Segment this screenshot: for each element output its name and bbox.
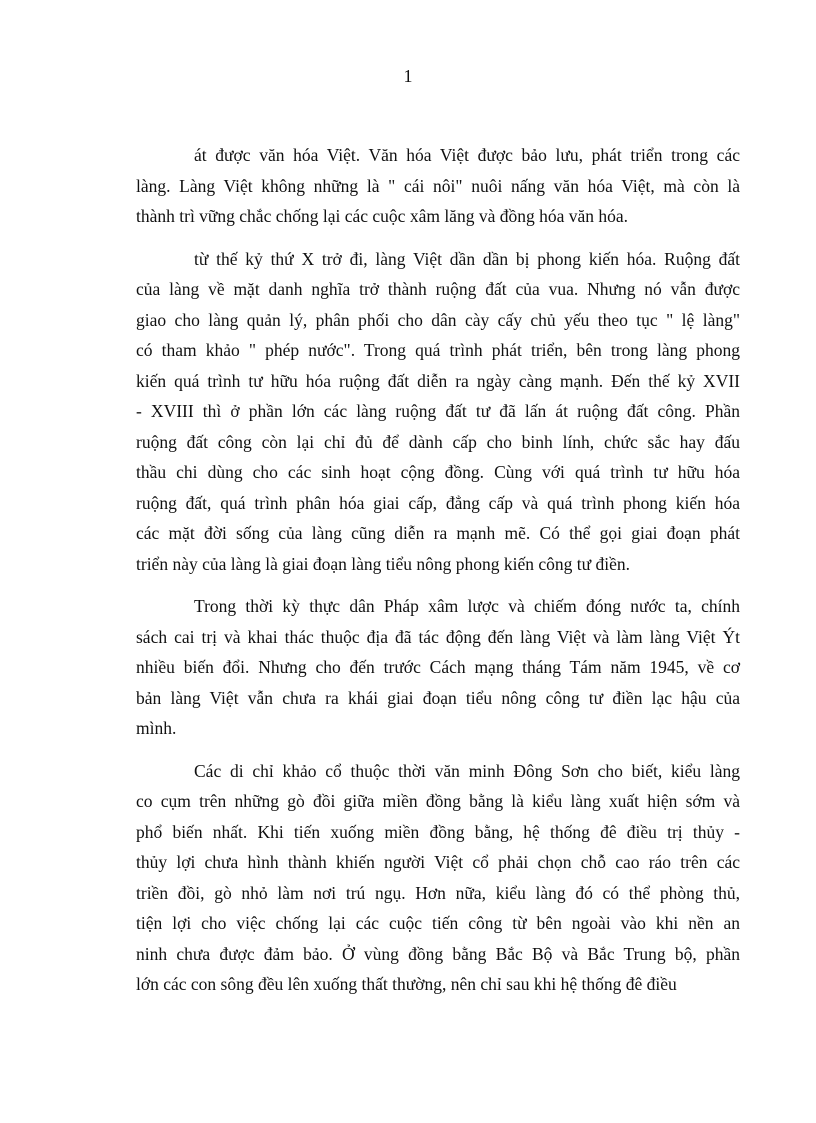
paragraph-1 — [136, 140, 740, 232]
paragraph-line: ruộng đất công còn lại chỉ đủ để dành cấp cho binh lính, chức sắc hay đấu — [136, 431, 740, 452]
paragraph-line: triền đồi, gò nhỏ làm nơi trú ngụ. Hơn nữa, kiểu làng đó có thể phòng thủ, — [136, 882, 740, 903]
paragraph-line: kiến quá trình tư hữu hóa ruộng đất diễn ra ngày càng mạnh. Đến thế kỷ XVII — [136, 370, 740, 391]
paragraph-line: Trong thời kỳ thực dân Pháp xâm lược và chiếm đóng nước ta, chính — [194, 596, 740, 616]
paragraph-line: giao cho làng quản lý, phân phối cho dân cày cấy chủ yếu theo tục " lệ làng" — [136, 309, 740, 330]
paragraph-line: co cụm trên những gò đồi giữa miền đồng bằng là kiểu làng xuất hiện sớm và — [136, 791, 740, 811]
paragraph-line: các mặt đời sống của làng cũng diễn ra mạnh mẽ. Có thể gọi giai đoạn phát — [136, 523, 740, 543]
paragraph-line: Các di chỉ khảo cổ thuộc thời văn minh Đông Sơn cho biết, kiểu làng — [194, 760, 740, 781]
paragraph-line: có tham khảo " phép nước". Trong quá trình phát triển, bên trong làng phong — [136, 340, 740, 360]
paragraph-line: ruộng đất, quá trình phân hóa giai cấp, đẳng cấp và quá trình phong kiến hóa — [136, 492, 740, 513]
page-number: 1 — [403, 66, 413, 86]
paragraph-line: làng. Làng Việt không những là " cái nôi" nuôi nấng văn hóa Việt, mà còn là — [136, 175, 740, 196]
paragraph-line: nhiều biến đổi. Nhưng cho đến trước Cách mạng tháng Tám năm 1945, về cơ — [136, 657, 740, 677]
paragraph-line: ninh chưa được đảm bảo. Ở vùng đồng bằng Bắc Bộ và Bắc Trung bộ, phần — [136, 943, 740, 964]
paragraph-line: bản làng Việt vẫn chưa ra khái giai đoạn tiểu nông công tư điền lạc hậu của — [136, 687, 740, 708]
paragraph-2 — [136, 244, 740, 580]
paragraph-line: át được văn hóa Việt. Văn hóa Việt được bảo lưu, phát triển trong các — [194, 145, 740, 165]
paragraph-line: sách cai trị và khai thác thuộc địa đã tác động đến làng Việt và làm làng Việt Ýt — [136, 626, 740, 647]
paragraph-line: mình. — [136, 718, 177, 738]
paragraph-line: lớn các con sông đều lên xuống thất thường, nên chỉ sau khi hệ thống đê điều — [136, 974, 677, 994]
paragraph-line: thành trì vững chắc chống lại các cuộc xâm lăng và đồng hóa văn hóa. — [136, 206, 629, 226]
paragraph-line: phổ biến nhất. Khi tiến xuống miền đồng bằng, hệ thống đê điều trị thủy - — [136, 821, 740, 842]
paragraph-3 — [136, 591, 740, 744]
paragraph-line: tiện lợi cho việc chống lại các cuộc tiến công từ bên ngoài vào khi nền an — [136, 913, 740, 933]
paragraph-line: thầu chi dùng cho các sinh hoạt cộng đồng. Cùng với quá trình tư hữu hóa — [136, 462, 740, 482]
paragraph-4 — [136, 756, 740, 1000]
paragraph-line: triển này của làng là giai đoạn làng tiểu nông phong kiến công tư điền. — [136, 553, 631, 574]
paragraph-line: từ thế kỷ thứ X trở đi, làng Việt dần dần bị phong kiến hóa. Ruộng đất — [194, 248, 740, 269]
paragraph-line: của làng về mặt danh nghĩa trở thành ruộng đất của vua. Nhưng nó vẫn được — [136, 279, 740, 299]
paragraph-line: - XVIII thì ở phần lớn các làng ruộng đất tư đã lấn át ruộng đất công. Phần — [136, 401, 740, 421]
document-body — [136, 140, 740, 1012]
paragraph-line: thủy lợi chưa hình thành khiến người Việt cổ phải chọn chỗ cao ráo trên các — [136, 852, 740, 872]
